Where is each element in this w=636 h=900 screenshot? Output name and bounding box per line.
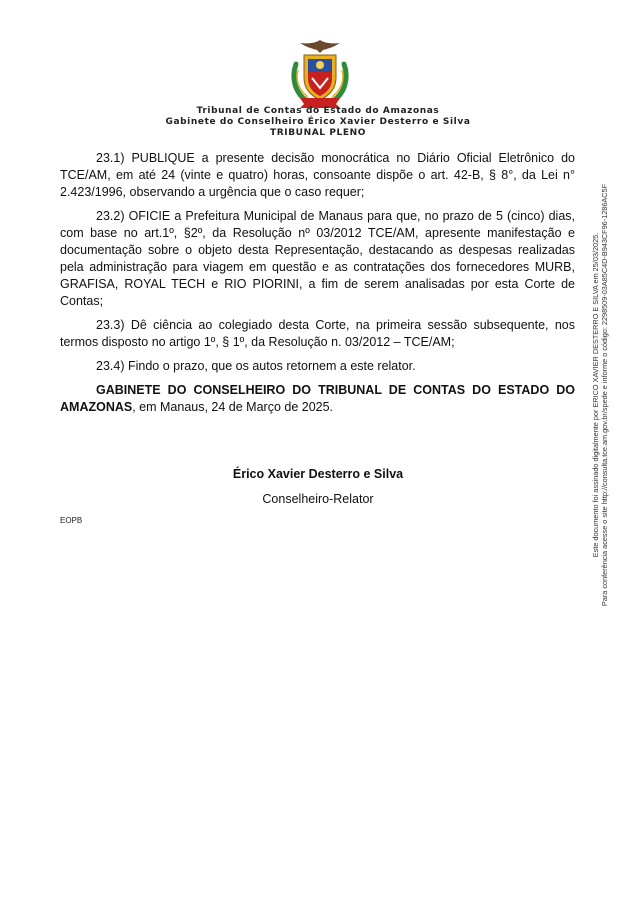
header-cabinet-name: Gabinete do Conselheiro Érico Xavier Desterro e Silva	[165, 117, 471, 127]
digital-signature-stamp	[591, 155, 609, 635]
paragraph-23-3: 23.3) Dê ciência ao colegiado desta Corte, na primeira sessão subsequente, nos termos disposto no artigo 1º, § 1º, da Resolução n. 03/2012 – TCE/AM;	[60, 318, 575, 349]
closing-paragraph	[60, 382, 575, 416]
closing-bold: GABINETE DO CONSELHEIRO DO TRIBUNAL DE CONTAS DO ESTADO DO AMAZONAS	[60, 383, 575, 414]
document-body	[60, 150, 575, 423]
tribunal-emblem-icon	[286, 38, 354, 110]
document-header	[0, 106, 636, 139]
closing-date: , em Manaus, 24 de Março de 2025.	[132, 400, 334, 414]
signature-role: Conselheiro-Relator	[262, 492, 374, 506]
header-court-name: Tribunal de Contas do Estado do Amazonas	[196, 106, 440, 116]
paragraph-23-2: 23.2) OFICIE a Prefeitura Municipal de Manaus para que, no prazo de 5 (cinco) dias, com base no art.1º, §2º, da Resolução nº 03/2012 TCE/AM, apresente manifestação e documentação sobre o objeto desta Representação, destacando as despesas realizadas pela administração para viagem em questão e as contratações dos fornecedores MURB, GRAFISA, ROYAL TECH e RIO PIORINI, a fim de serem analisadas por esta Corte de Contas;	[60, 209, 575, 308]
paragraph-23-1: 23.1) PUBLIQUE a presente decisão monocrática no Diário Oficial Eletrônico do TCE/AM, em até 24 (vinte e quatro) horas, consoante dispõe o art. 42-B, § 8°, da Lei n° 2.423/1996, observando a urgência que o caso requer;	[60, 151, 575, 199]
signature-name: Érico Xavier Desterro e Silva	[232, 467, 404, 481]
stamp-line-signed: Este documento foi assinado digitalmente por ERICO XAVIER DESTERRO E SILVA em 25/03/2025.	[591, 232, 600, 558]
author-initials: EOPB	[60, 516, 83, 525]
paragraph-23-4: 23.4) Findo o prazo, que os autos retornem a este relator.	[96, 359, 416, 373]
header-plenary: TRIBUNAL PLENO	[269, 128, 366, 138]
stamp-line-verification: Para conferência acesse o site http://consulta.tce.am.gov.br/spede e informe o código: 2298509-03A85C4D-B943CF96-1286AC5F	[600, 183, 609, 607]
